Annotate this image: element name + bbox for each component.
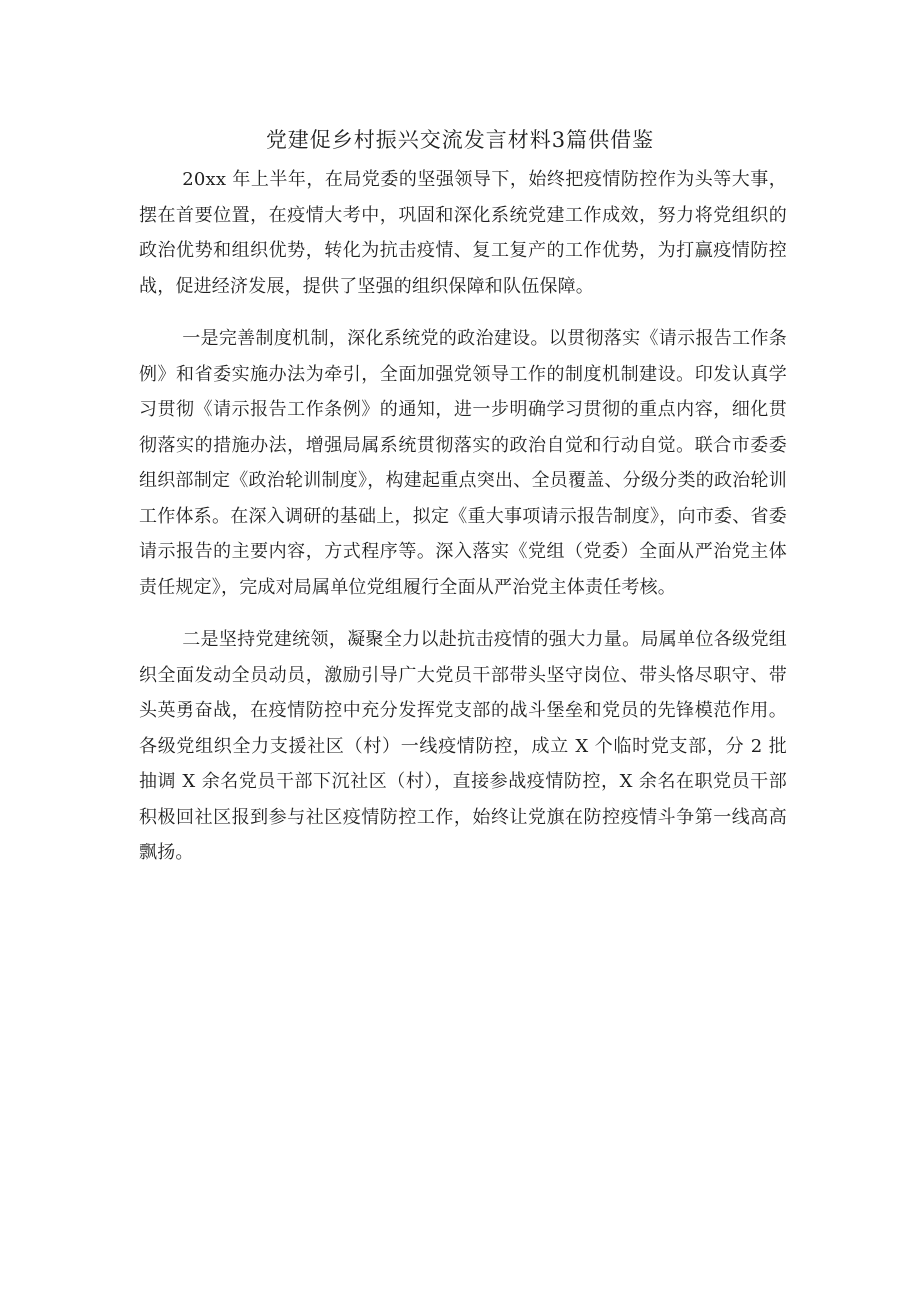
paragraph-intro: 20xx 年上半年，在局党委的坚强领导下，始终把疫情防控作为头等大事，摆在首要位置，在疫情大考中，巩固和深化系统党建工作成效，努力将党组织的政治优势和组织优势，转化为抗击疫情、复工复产的工作优势，为打赢疫情防控战，促进经济发展，提供了坚强的组织保障和队伍保障。 — [139, 169, 787, 297]
paragraph-point-one: 一是完善制度机制，深化系统党的政治建设。以贯彻落实《请示报告工作条例》和省委实施办法为牵引，全面加强党领导工作的制度机制建设。印发认真学习贯彻《请示报告工作条例》的通知，进一步明确学习贯彻的重点内容，细化贯彻落实的措施办法，增强局属系统贯彻落实的政治自觉和行动自觉。联合市委委组织部制定《政治轮训制度》，构建起重点突出、全员覆盖、分级分类的政治轮训工作体系。在深入调研的基础上，拟定《重大事项请示报告制度》，向市委、省委请示报告的主要内容，方式程序等。深入落实《党组（党委）全面从严治党主体责任规定》，完成对局属单位党组履行全面从严治党主体责任考核。 — [139, 328, 787, 598]
paragraph-point-two: 二是坚持党建统领，凝聚全力以赴抗击疫情的强大力量。局属单位各级党组织全面发动全员动员，激励引导广大党员干部带头坚守岗位、带头恪尽职守、带头英勇奋战，在疫情防控中充分发挥党支部的战斗堡垒和党员的先锋模范作用。各级党组织全力支援社区（村）一线疫情防控，成立 X 个临时党支部，分 2 批抽调 X 余名党员干部下沉社区（村），直接参战疫情防控，X 余名在职党员干部积极回社区报到参与社区疫情防控工作，始终让党旗在防控疫情斗争第一线高高飘扬。 — [139, 629, 787, 863]
document-title: 党建促乡村振兴交流发言材料3篇供借鉴 — [265, 128, 655, 152]
document-body — [139, 162, 787, 888]
